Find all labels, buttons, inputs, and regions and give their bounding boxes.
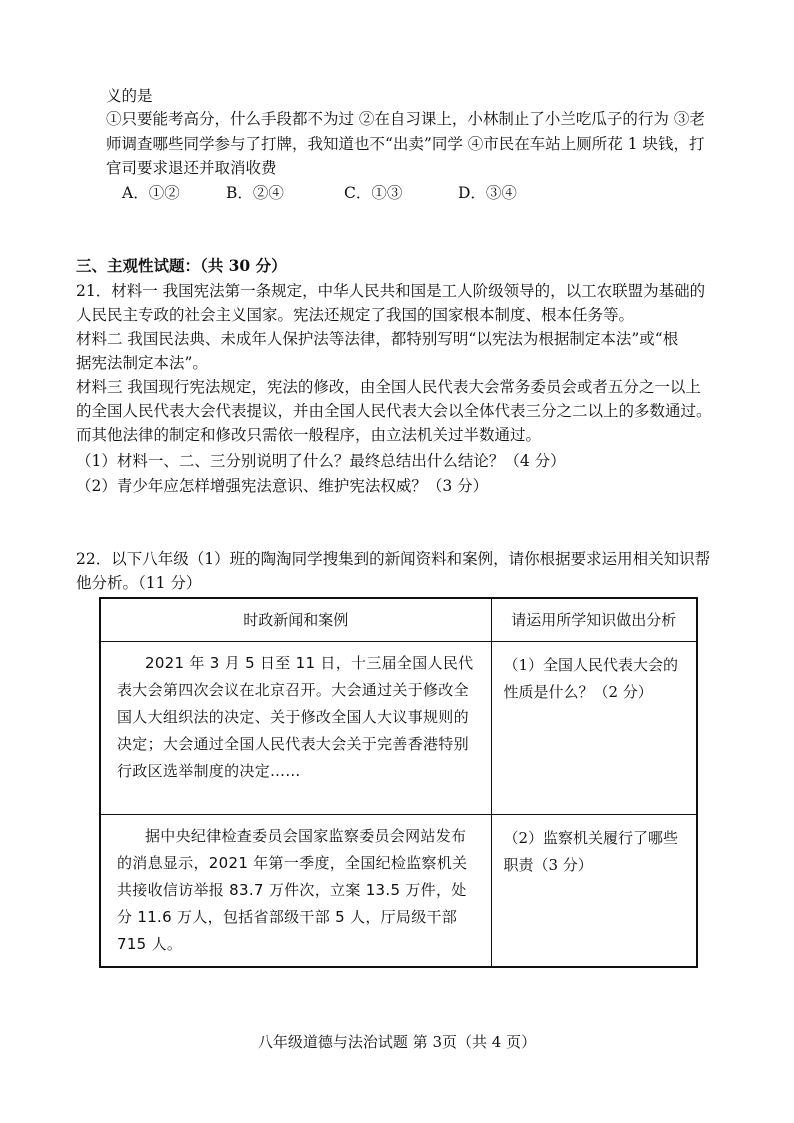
q21-line1: 21．材料一 我国宪法第一条规定，中华人民共和国是工人阶级领导的，以工农联盟为基础的 bbox=[76, 282, 706, 300]
q21-line3: 材料二 我国民法典、未成年人保护法等法律，都特别写明“以宪法为根据制定本法”或“根 bbox=[76, 330, 679, 348]
q22-line2: 他分析。（11 分） bbox=[76, 574, 202, 592]
q21-subquestion-1: （1）材料一、二、三分别说明了什么？最终总结出什么结论？（4 分） bbox=[76, 452, 566, 470]
q21-subquestion-2: （2）青少年应怎样增强宪法意识、维护宪法权威？（3 分） bbox=[76, 477, 489, 495]
q21-line5: 材料三 我国现行宪法规定，宪法的修改，由全国人民代表大会常务委员会或者五分之一以上 bbox=[76, 378, 701, 396]
page-footer: 八年级道德与法治试题 第 3页（共 4 页） bbox=[257, 1033, 537, 1051]
q20-option-d: D．③④ bbox=[458, 184, 517, 202]
q21-line4: 据宪法制定本法”。 bbox=[76, 354, 208, 372]
table-row bbox=[100, 815, 697, 968]
answer-cell-supervision-duties[interactable]: （2）监察机关履行了哪些职责（3 分） bbox=[491, 815, 697, 968]
table-row bbox=[100, 642, 697, 815]
q22-line1: 22．以下八年级（1）班的陶淘同学搜集到的新闻资料和案例，请你根据要求运用相关知识帮 bbox=[76, 550, 711, 568]
header-news: 时政新闻和案例 bbox=[100, 598, 491, 642]
news-cell-npc-session: 2021 年 3 月 5 日至 11 日，十三届全国人民代表大会第四次会议在北京召开。大会通过关于修改全国人大组织法的决定、关于修改全国人大议事规则的决定；大会通过全国人民代表大会关于完善香港特别行政区选举制度的决定…… bbox=[100, 642, 491, 815]
q21-line6: 的全国人民代表大会代表提议，并由全国人民代表大会以全体代表三分之二以上的多数通过。 bbox=[76, 402, 712, 420]
table-header-row bbox=[100, 598, 697, 642]
q20-line1: ①只要能考高分，什么手段都不为过 ②在自习课上，小林制止了小兰吃瓜子的行为 ③老 bbox=[106, 110, 705, 128]
section-3-title: 三、主观性试题：（共 30 分） bbox=[76, 256, 287, 275]
news-cell-supervision: 据中央纪律检查委员会国家监察委员会网站发布的消息显示，2021 年第一季度，全国纪检监察机关共接收信访举报 83.7 万件次，立案 13.5 万件，处分 11.6 万人，包括省部级干部 5 人，厅局级干部 715 人。 bbox=[100, 815, 491, 968]
q20-option-c: C．①③ bbox=[344, 184, 403, 202]
q20-option-a: A．①② bbox=[122, 184, 180, 202]
header-analysis: 请运用所学知识做出分析 bbox=[491, 598, 697, 642]
q20-tail: 义的是 bbox=[106, 87, 153, 105]
q20-line3: 官司要求退还并取消收费 bbox=[106, 159, 277, 177]
answer-cell-npc-nature[interactable]: （1）全国人民代表大会的性质是什么？（2 分） bbox=[491, 642, 697, 815]
q21-line7: 而其他法律的制定和修改只需依一般程序，由立法机关过半数通过。 bbox=[76, 426, 542, 444]
analysis-table bbox=[99, 597, 698, 968]
q20-option-b: B．②④ bbox=[226, 184, 284, 202]
q21-line2: 人民民主专政的社会主义国家。宪法还规定了我国的国家根本制度、根本任务等。 bbox=[76, 306, 635, 324]
q20-line2: 师调查哪些同学参与了打牌，我知道也不“出卖”同学 ④市民在车站上厕所花 1 块钱，打 bbox=[106, 135, 705, 153]
